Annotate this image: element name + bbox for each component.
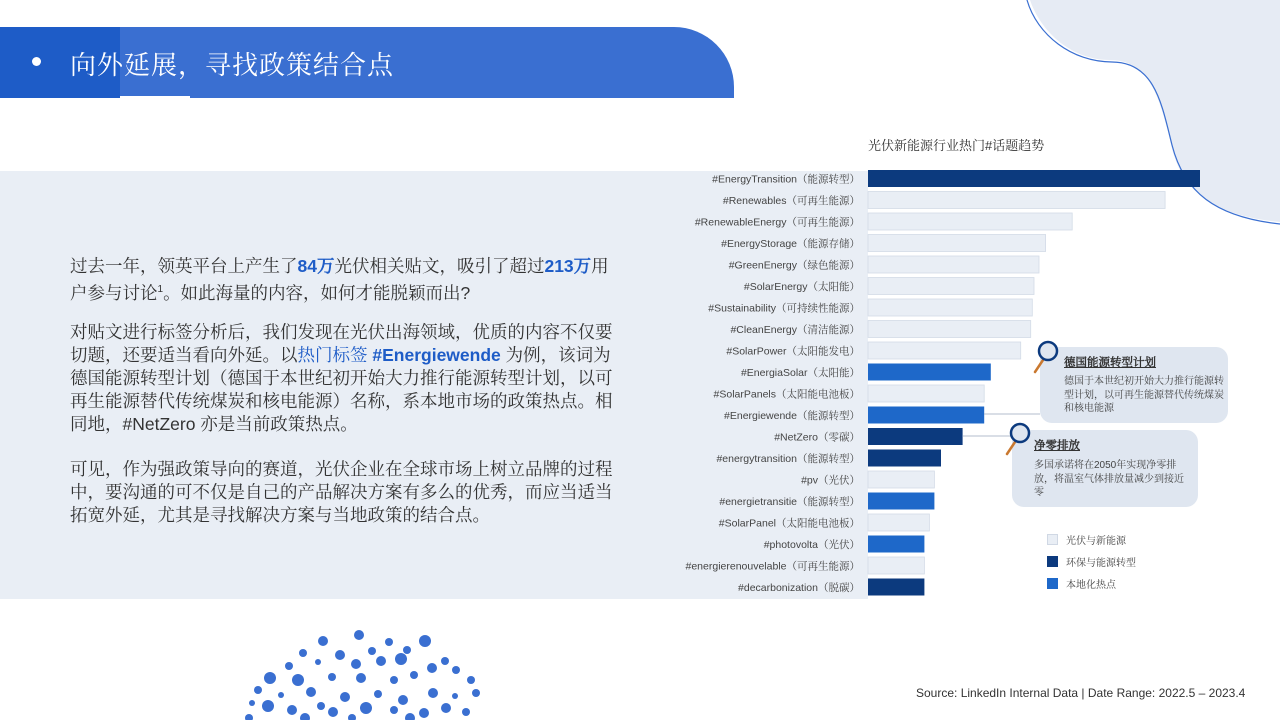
category-label-8: #CleanEnergy（清洁能源） (730, 324, 860, 336)
category-label-9: #SolarPower（太阳能发电） (726, 345, 860, 358)
magnifier-icon (1032, 340, 1062, 376)
legend-label-solar: 光伏与新能源 (1066, 536, 1126, 547)
p2-text-b: 为例，该词为德国能源转型计划（德国于本世纪初开始大力推行能源转型计划，以可再生能源替代传统煤炭和核电能源）名称，系本地市场的政策热点。相同地，#NetZero 亦是当前政策热点。 (70, 345, 613, 434)
bar-19 (868, 557, 924, 574)
callout-netzero-body: 多国承诺将在2050年实现净零排放，将温室气体排放量减少到接近零 (1034, 460, 1184, 498)
magnifier-icon (1004, 422, 1034, 458)
category-label-16: #energietransitie（能源转型） (719, 496, 860, 508)
category-label-15: #pv（光伏） (801, 474, 860, 487)
bar-3 (868, 213, 1072, 230)
source-note: Source: LinkedIn Internal Data | Date Range: 2022.5 – 2023.4 (916, 686, 1246, 700)
callout-energiewende-body: 德国于本世纪初开始大力推行能源转型计划，以可再生能源替代传统煤炭和核电能源 (1064, 376, 1224, 414)
category-label-6: #SolarEnergy（太阳能） (743, 281, 860, 293)
bar-8 (868, 321, 1031, 338)
p1-highlight-posts: 84万 (297, 256, 335, 276)
category-label-5: #GreenEnergy（绿色能源） (728, 259, 860, 272)
p2-text-a: 对贴文进行标签分析后，我们发现在光伏出海领域，优质的内容不仅要切题，还要适当看向外延。以 (70, 322, 613, 365)
callout-netzero-title: 净零排放 (1034, 440, 1080, 452)
page-title: 向外延展，寻找政策结合点 (70, 50, 395, 80)
p2-highlight-label: 热门标签 (297, 345, 373, 365)
category-label-14: #energytransition（能源转型） (716, 453, 860, 465)
bar-13 (868, 428, 963, 445)
bar-12 (868, 407, 984, 424)
callout-netzero (1012, 430, 1198, 507)
bar-7 (868, 299, 1032, 316)
category-label-2: #Renewables（可再生能源） (722, 195, 860, 207)
bar-17 (868, 514, 929, 531)
chart-title: 光伏新能源行业热门#话题趋势 (868, 138, 1045, 153)
category-label-18: #photovolta（光伏） (763, 539, 860, 551)
bar-9 (868, 342, 1021, 359)
bar-1 (868, 170, 1200, 187)
p1-text-b: 光伏相关贴文，吸引了超过 (334, 256, 545, 276)
legend-swatch-local (1047, 578, 1058, 589)
legend-swatch-climate (1047, 556, 1058, 567)
category-label-7: #Sustainability（可持续性能源） (708, 302, 860, 315)
category-label-12: #Energiewende（能源转型） (724, 410, 860, 422)
legend-swatch-solar (1047, 534, 1058, 545)
bar-15 (868, 471, 934, 488)
category-label-13: #NetZero（零碳） (774, 431, 860, 444)
p1-text-c: 用户参与讨论 (70, 256, 609, 303)
bar-5 (868, 256, 1039, 273)
callout-energiewende-title: 德国能源转型计划 (1064, 357, 1156, 369)
bar-14 (868, 450, 941, 467)
category-label-1: #EnergyTransition（能源转型） (712, 173, 860, 186)
category-label-11: #SolarPanels（太阳能电池板） (713, 388, 860, 401)
legend-label-local: 本地化热点 (1066, 580, 1116, 591)
category-label-4: #EnergyStorage（能源存储） (721, 238, 860, 250)
p2-highlight-hashtag: #Energiewende (372, 345, 501, 365)
p1-text-a: 过去一年，领英平台上产生了 (70, 256, 298, 276)
callout-energiewende (1040, 347, 1228, 423)
bar-20 (868, 579, 924, 596)
category-label-17: #SolarPanel（太阳能电池板） (718, 517, 860, 530)
category-label-20: #decarbonization（脱碳） (738, 582, 860, 594)
category-label-3: #RenewableEnergy（可再生能源） (694, 216, 860, 229)
bar-2 (868, 192, 1165, 209)
bar-6 (868, 278, 1034, 295)
legend-label-climate: 环保与能源转型 (1066, 558, 1136, 569)
p1-text-d: 。如此海量的内容，如何才能脱颖而出? (163, 282, 471, 303)
p1-highlight-users: 213万 (544, 256, 592, 276)
p1-footnote-mark: 1 (157, 284, 164, 295)
category-label-10: #EnergiaSolar（太阳能） (740, 367, 860, 379)
category-label-19: #energierenouvelable（可再生能源） (685, 560, 860, 573)
p3-text: 可见，作为强政策导向的赛道，光伏企业在全球市场上树立品牌的过程中，要沟通的可不仅是自己的产品解决方案有多么的优秀，而应当适当拓宽外延，尤其是寻找解决方案与当地政策的结合点。 (70, 459, 613, 525)
bar-18 (868, 536, 924, 553)
bar-10 (868, 364, 991, 381)
bar-11 (868, 385, 984, 402)
bar-4 (868, 235, 1046, 252)
bar-16 (868, 493, 934, 510)
